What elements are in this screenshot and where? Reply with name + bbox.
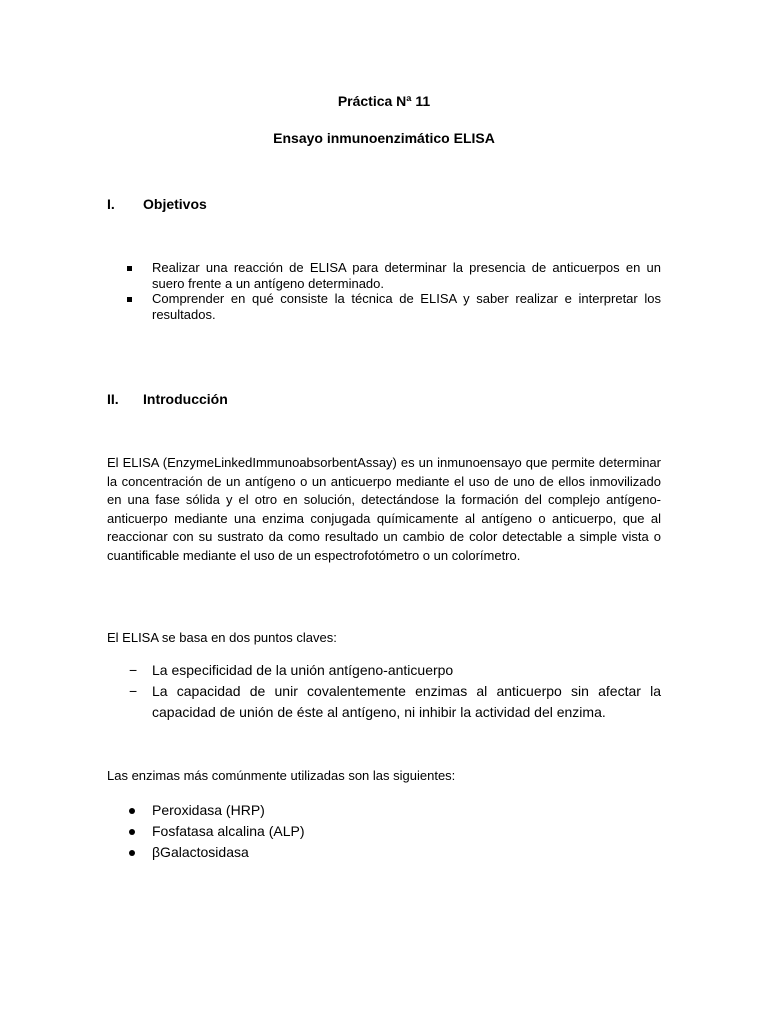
list-item-text: La especificidad de la unión antígeno-anticuerpo — [152, 662, 454, 678]
list-item — [127, 660, 661, 681]
dash-bullet-icon: − — [129, 662, 138, 678]
list-item-text: βGalactosidasa — [152, 844, 249, 860]
list-item — [127, 291, 661, 322]
section-heading-introduccion — [107, 390, 228, 408]
section-number: II. — [107, 391, 119, 407]
list-item — [127, 821, 661, 842]
list-item — [127, 260, 661, 291]
square-bullet-icon — [127, 297, 132, 302]
dash-bullet-icon: − — [129, 683, 138, 699]
square-bullet-icon — [127, 266, 132, 271]
list-item-text: La capacidad de unir covalentemente enzimas al anticuerpo sin afectar la capacidad de unión de éste al antígeno, ni inhibir la actividad del enzima. — [152, 683, 661, 720]
list-item — [127, 681, 661, 723]
section-title: Objetivos — [143, 196, 207, 212]
list-item — [127, 842, 661, 863]
key-points-intro: El ELISA se basa en dos puntos claves: — [107, 630, 337, 645]
document-subtitle: Ensayo inmunoenzimático ELISA — [273, 130, 495, 146]
round-bullet-icon — [129, 808, 135, 814]
document-title: Práctica Nª 11 — [337, 93, 431, 109]
list-item-text: Peroxidasa (HRP) — [152, 802, 265, 818]
round-bullet-icon — [129, 829, 135, 835]
list-item-text: Realizar una reacción de ELISA para determinar la presencia de anticuerpos en un suero frente a un antígeno determinado. — [152, 260, 661, 291]
list-item — [127, 800, 661, 821]
list-item-text: Comprender en qué consiste la técnica de ELISA y saber realizar e interpretar los resultados. — [152, 291, 661, 322]
enzymes-list — [127, 800, 661, 863]
section-title: Introducción — [143, 391, 228, 407]
objectives-list — [127, 260, 661, 322]
list-item-text: Fosfatasa alcalina (ALP) — [152, 823, 305, 839]
key-points-list — [127, 660, 661, 723]
section-number: I. — [107, 196, 115, 212]
section-heading-objetivos — [107, 195, 207, 213]
intro-paragraph: El ELISA (EnzymeLinkedImmunoabsorbentAssay) es un inmunoensayo que permite determinar la concentración de un antígeno o un anticuerpo mediante el uso de uno de ellos inmovilizado en una fase sólida y el otro en solución, detectándose la formación del complejo antígeno-anticuerpo mediante una enzima conjugada químicamente al antígeno o anticuerpo, que al reaccionar con su sustrato da como resultado un cambio de color detectable a simple vista o cuantificable mediante el uso de un espectrofotómetro o un colorímetro. — [107, 455, 661, 563]
round-bullet-icon — [129, 850, 135, 856]
enzymes-intro: Las enzimas más comúnmente utilizadas son las siguientes: — [107, 768, 456, 783]
